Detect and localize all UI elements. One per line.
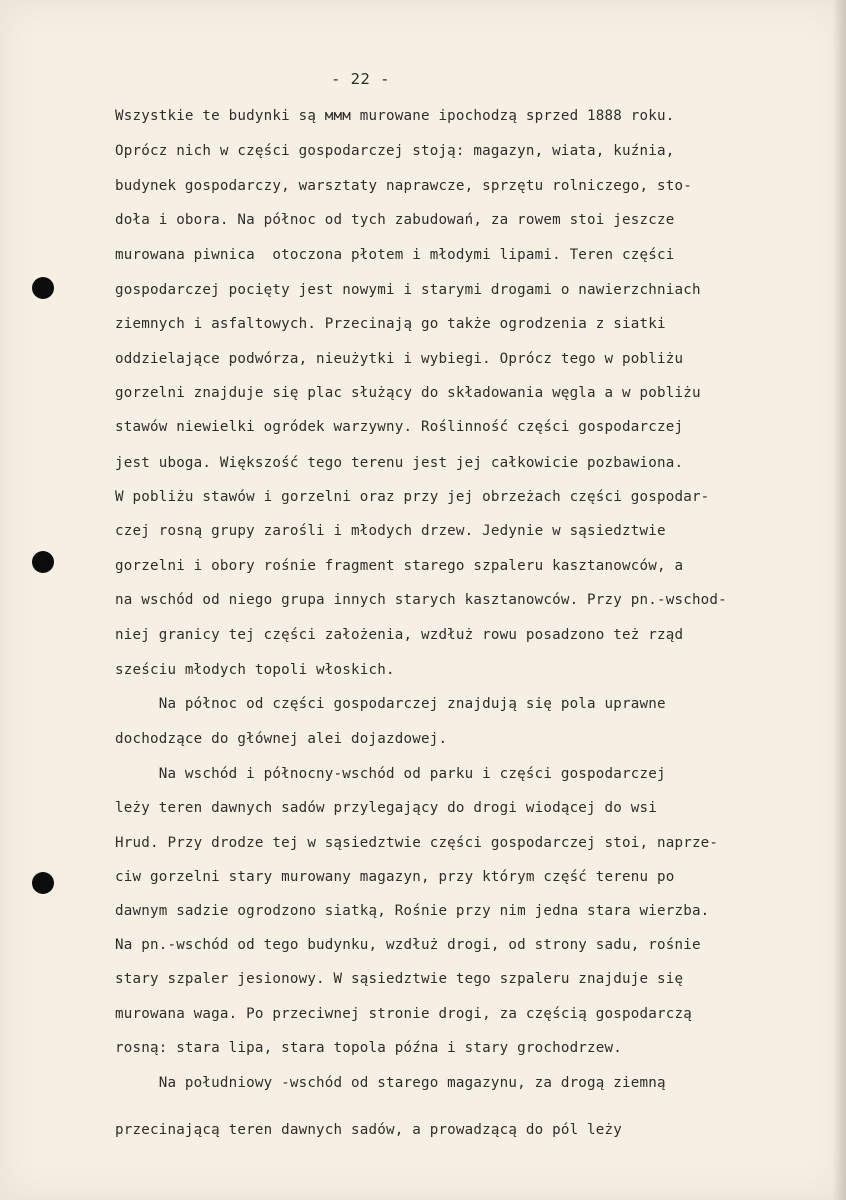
text-line: stary szpaler jesionowy. W sąsiedztwie tego szpaleru znajduje się [115,971,684,987]
text-line: ziemnych i asfaltowych. Przecinają go także ogrodzenia z siatki [115,316,666,332]
text-line: ciw gorzelni stary murowany magazyn, przy którym część terenu po [115,869,675,885]
text-line: budynek gospodarczy, warsztaty naprawcze, sprzętu rolniczego, sto- [115,178,692,194]
text-line: gorzelni znajduje się plac służący do składowania węgla a w pobliżu [115,385,701,401]
text-line: na wschód od niego grupa innych starych kasztanowców. Przy pn.-wschod- [115,592,727,608]
binder-hole-bottom [32,872,54,894]
text-line: czej rosną grupy zarośli i młodych drzew. Jedynie w sąsiedztwie [115,523,666,539]
text-line: jest uboga. Większość tego terenu jest jej całkowicie pozbawiona. [115,455,684,471]
text-line: sześciu młodych topoli włoskich. [115,662,395,678]
text-line: Hrud. Przy drodze tej w sąsiedztwie części gospodarczej stoi, naprze- [115,835,719,851]
text-line: rosną: stara lipa, stara topola późna i stary grochodrzew. [115,1040,623,1056]
text-line: oddzielające podwórza, nieużytki i wybiegi. Oprócz tego w pobliżu [115,351,684,367]
text-line: leży teren dawnych sadów przylegający do drogi wiodącej do wsi [115,800,657,816]
page-number: - 22 - [331,70,390,88]
text-line: Wszystkie te budynki są ммм murowane ipochodzą sprzed 1888 roku. [115,108,675,124]
text-line: Na północ od części gospodarczej znajdują się pola uprawne [115,696,666,712]
page-edge-shadow [832,0,846,1200]
binder-hole-top [32,277,54,299]
text-line: przecinającą teren dawnych sadów, a prowadzącą do pól leży [115,1122,623,1138]
text-line: dawnym sadzie ogrodzono siatką, Rośnie przy nim jedna stara wierzba. [115,903,710,919]
text-line: doła i obora. Na północ od tych zabudowań, za rowem stoi jeszcze [115,212,675,228]
text-line: niej granicy tej części założenia, wzdłuż rowu posadzono też rząd [115,627,684,643]
text-line: Na pn.-wschód od tego budynku, wzdłuż drogi, od strony sadu, rośnie [115,937,701,953]
text-line: gorzelni i obory rośnie fragment starego szpaleru kasztanowców, a [115,558,684,574]
text-line: dochodzące do głównej alei dojazdowej. [115,731,448,747]
text-line: stawów niewielki ogródek warzywny. Roślinność części gospodarczej [115,419,684,435]
text-line: W pobliżu stawów i gorzelni oraz przy jej obrzeżach części gospodar- [115,489,710,505]
text-line: Na południowy -wschód od starego magazynu, za drogą ziemną [115,1075,666,1091]
text-line: Oprócz nich w części gospodarczej stoją: magazyn, wiata, kuźnia, [115,143,675,159]
text-line: murowana piwnica otoczona płotem i młodymi lipami. Teren części [115,247,675,263]
text-line: murowana waga. Po przeciwnej stronie drogi, za częścią gospodarczą [115,1006,692,1022]
text-line: gospodarczej pocięty jest nowymi i starymi drogami o nawierzchniach [115,282,701,298]
binder-hole-middle [32,551,54,573]
text-line: Na wschód i północny-wschód od parku i części gospodarczej [115,766,666,782]
